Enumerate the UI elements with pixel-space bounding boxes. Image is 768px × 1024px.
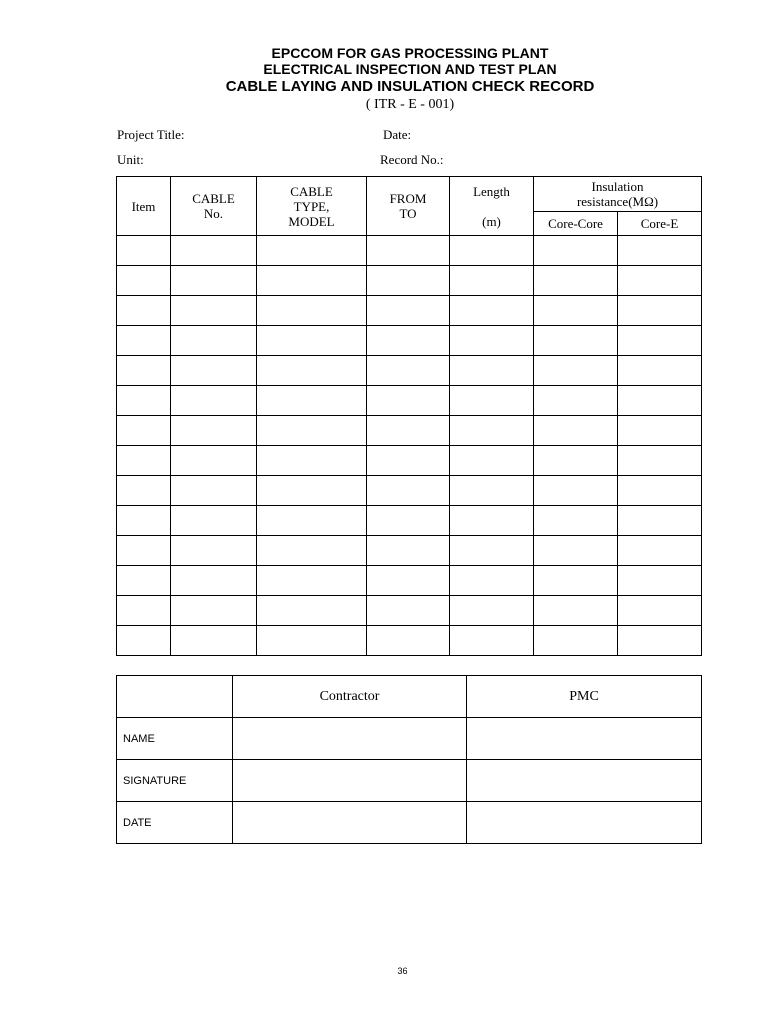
name-label: NAME xyxy=(117,718,233,760)
table-row xyxy=(117,536,702,566)
table-cell[interactable] xyxy=(618,296,702,326)
signoff-table xyxy=(116,675,702,844)
table-cell[interactable] xyxy=(450,416,534,446)
table-cell[interactable] xyxy=(450,536,534,566)
table-cell[interactable] xyxy=(618,476,702,506)
pmc-date-cell[interactable] xyxy=(467,802,702,844)
table-cell[interactable] xyxy=(367,476,450,506)
table-cell[interactable] xyxy=(257,356,367,386)
table-cell[interactable] xyxy=(117,596,171,626)
cable-type-header: CABLE TYPE, MODEL xyxy=(257,177,367,236)
table-cell[interactable] xyxy=(117,446,171,476)
table-row xyxy=(117,596,702,626)
cable-check-table xyxy=(116,176,702,656)
table-cell[interactable] xyxy=(367,626,450,656)
date-row-label: DATE xyxy=(117,802,233,844)
table-cell[interactable] xyxy=(618,506,702,536)
table-cell[interactable] xyxy=(171,296,257,326)
project-title-label: Project Title: xyxy=(117,127,185,142)
table-cell[interactable] xyxy=(117,326,171,356)
table-cell[interactable] xyxy=(618,446,702,476)
table-cell[interactable] xyxy=(171,596,257,626)
table-cell[interactable] xyxy=(117,506,171,536)
pmc-name-cell[interactable] xyxy=(467,718,702,760)
table-row xyxy=(117,266,702,296)
table-row xyxy=(117,626,702,656)
table-cell[interactable] xyxy=(534,596,618,626)
pmc-signature-cell[interactable] xyxy=(467,760,702,802)
table-cell[interactable] xyxy=(367,506,450,536)
table-row xyxy=(117,386,702,416)
table-cell[interactable] xyxy=(257,326,367,356)
table-cell[interactable] xyxy=(171,326,257,356)
record-no-label: Record No.: xyxy=(380,152,444,167)
table-cell[interactable] xyxy=(171,386,257,416)
table-cell[interactable] xyxy=(618,356,702,386)
table-cell[interactable] xyxy=(367,266,450,296)
cable-no-header: CABLE No. xyxy=(171,177,257,236)
table-cell[interactable] xyxy=(257,296,367,326)
table-cell[interactable] xyxy=(450,626,534,656)
table-cell[interactable] xyxy=(367,596,450,626)
table-cell[interactable] xyxy=(171,236,257,266)
from-to-header: FROM TO xyxy=(367,177,450,236)
contractor-signature-cell[interactable] xyxy=(233,760,467,802)
table-row xyxy=(117,236,702,266)
table-cell[interactable] xyxy=(367,296,450,326)
table-cell[interactable] xyxy=(534,236,618,266)
table-cell[interactable] xyxy=(618,326,702,356)
table-cell[interactable] xyxy=(534,266,618,296)
table-cell[interactable] xyxy=(450,296,534,326)
doc-title-line3: CABLE LAYING AND INSULATION CHECK RECORD xyxy=(225,78,595,95)
table-cell[interactable] xyxy=(534,356,618,386)
date-label: Date: xyxy=(383,127,412,142)
table-cell[interactable] xyxy=(534,476,618,506)
table-cell[interactable] xyxy=(257,596,367,626)
table-cell[interactable] xyxy=(117,626,171,656)
table-row xyxy=(117,296,702,326)
table-cell[interactable] xyxy=(618,236,702,266)
table-cell[interactable] xyxy=(534,506,618,536)
table-cell[interactable] xyxy=(171,476,257,506)
table-cell[interactable] xyxy=(534,566,618,596)
table-cell[interactable] xyxy=(450,266,534,296)
signoff-corner-cell xyxy=(117,676,233,718)
table-row xyxy=(117,416,702,446)
contractor-name-cell[interactable] xyxy=(233,718,467,760)
contractor-date-cell[interactable] xyxy=(233,802,467,844)
table-cell[interactable] xyxy=(367,536,450,566)
doc-title-line2: ELECTRICAL INSPECTION AND TEST PLAN xyxy=(263,61,557,77)
table-cell[interactable] xyxy=(171,266,257,296)
contractor-header: Contractor xyxy=(233,676,467,718)
table-cell[interactable] xyxy=(450,326,534,356)
table-cell[interactable] xyxy=(117,566,171,596)
table-cell[interactable] xyxy=(367,356,450,386)
table-cell[interactable] xyxy=(257,446,367,476)
table-cell[interactable] xyxy=(367,416,450,446)
unit-label: Unit: xyxy=(117,152,144,167)
table-cell[interactable] xyxy=(257,566,367,596)
item-header: Item xyxy=(117,177,171,236)
table-cell[interactable] xyxy=(450,356,534,386)
table-row xyxy=(117,506,702,536)
insulation-header: Insulation resistance(MΩ) xyxy=(534,177,702,212)
table-cell[interactable] xyxy=(257,416,367,446)
table-cell[interactable] xyxy=(618,566,702,596)
table-cell[interactable] xyxy=(117,386,171,416)
table-cell[interactable] xyxy=(367,446,450,476)
table-cell[interactable] xyxy=(171,566,257,596)
table-cell[interactable] xyxy=(117,416,171,446)
table-cell[interactable] xyxy=(534,416,618,446)
table-cell[interactable] xyxy=(534,296,618,326)
table-cell[interactable] xyxy=(171,356,257,386)
table-cell[interactable] xyxy=(450,506,534,536)
table-cell[interactable] xyxy=(450,236,534,266)
table-cell[interactable] xyxy=(117,266,171,296)
table-row xyxy=(117,476,702,506)
table-cell[interactable] xyxy=(117,476,171,506)
table-cell[interactable] xyxy=(534,626,618,656)
table-cell[interactable] xyxy=(450,386,534,416)
table-row xyxy=(117,326,702,356)
table-cell[interactable] xyxy=(257,266,367,296)
table-cell[interactable] xyxy=(450,566,534,596)
table-cell[interactable] xyxy=(534,446,618,476)
table-cell[interactable] xyxy=(171,506,257,536)
table-cell[interactable] xyxy=(117,536,171,566)
table-cell[interactable] xyxy=(171,416,257,446)
length-header: Length (m) xyxy=(450,177,534,236)
core-e-header: Core-E xyxy=(618,212,702,236)
table-cell[interactable] xyxy=(618,626,702,656)
table-cell[interactable] xyxy=(257,626,367,656)
core-core-header: Core-Core xyxy=(534,212,618,236)
table-cell[interactable] xyxy=(534,536,618,566)
table-cell[interactable] xyxy=(257,476,367,506)
table-cell[interactable] xyxy=(257,386,367,416)
table-row xyxy=(117,446,702,476)
table-row xyxy=(117,566,702,596)
table-cell[interactable] xyxy=(117,356,171,386)
table-cell[interactable] xyxy=(367,236,450,266)
table-cell[interactable] xyxy=(618,536,702,566)
page-number: 36 xyxy=(397,966,408,976)
table-cell[interactable] xyxy=(618,596,702,626)
table-cell[interactable] xyxy=(367,386,450,416)
table-cell[interactable] xyxy=(367,326,450,356)
table-cell[interactable] xyxy=(618,416,702,446)
table-cell[interactable] xyxy=(618,386,702,416)
table-cell[interactable] xyxy=(257,236,367,266)
table-cell[interactable] xyxy=(257,506,367,536)
table-cell[interactable] xyxy=(117,296,171,326)
table-cell[interactable] xyxy=(367,566,450,596)
pmc-header: PMC xyxy=(467,676,702,718)
doc-title-line1: EPCCOM FOR GAS PROCESSING PLANT xyxy=(271,45,549,61)
doc-code: ( ITR - E - 001) xyxy=(365,97,455,112)
table-cell[interactable] xyxy=(171,446,257,476)
table-cell[interactable] xyxy=(257,536,367,566)
signature-label: SIGNATURE xyxy=(117,760,233,802)
table-cell[interactable] xyxy=(171,626,257,656)
table-cell[interactable] xyxy=(450,476,534,506)
table-row xyxy=(117,356,702,386)
table-cell[interactable] xyxy=(618,266,702,296)
table-cell[interactable] xyxy=(534,386,618,416)
table-cell[interactable] xyxy=(450,446,534,476)
table-cell[interactable] xyxy=(534,326,618,356)
table-cell[interactable] xyxy=(171,536,257,566)
table-cell[interactable] xyxy=(117,236,171,266)
table-cell[interactable] xyxy=(450,596,534,626)
